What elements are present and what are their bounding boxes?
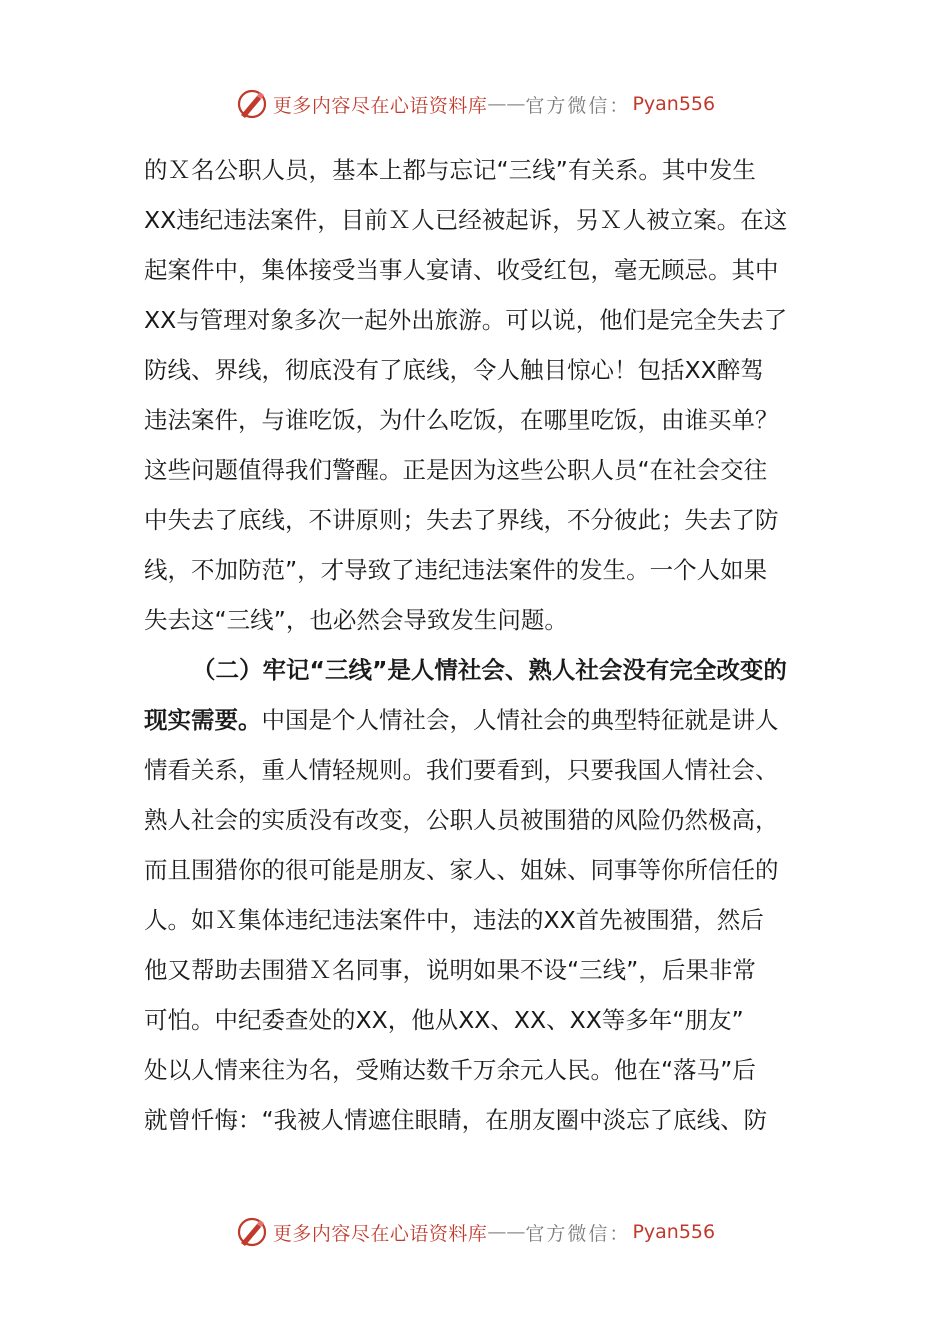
banner-red-text: 更多内容尽在心语资料库 — [272, 94, 488, 117]
text-line: 的Ｘ名公职人员，基本上都与忘记“三线”有关系。其中发生 — [144, 156, 756, 184]
pen-circle-logo-icon — [235, 87, 269, 121]
section-heading: （二）牢记“三线”是人情社会、熟人社会没有完全改变的 — [192, 656, 787, 684]
banner-red-text: 更多内容尽在心语资料库 — [272, 1222, 488, 1245]
footer-banner — [0, 1212, 950, 1252]
text-line: 违法案件，与谁吃饭，为什么吃饭，在哪里吃饭，由谁买单？ — [144, 406, 779, 434]
text-line: 他又帮助去围猎Ｘ名同事，说明如果不设“三线”，后果非常 — [144, 956, 756, 984]
banner-wechat-id: Pyan556 — [632, 1221, 716, 1243]
text-line: 现实需要。中国是个人情社会，人情社会的典型特征就是讲人 — [144, 706, 779, 734]
banner-wechat-id: Pyan556 — [632, 93, 716, 115]
text-line: 处以人情来往为名，受贿达数千万余元人民。他在“落马”后 — [144, 1056, 756, 1084]
text-line: XX与管理对象多次一起外出旅游。可以说，他们是完全失去了 — [144, 306, 788, 334]
text-line: 防线、界线，彻底没有了底线，令人触目惊心！包括XX醉驾 — [144, 356, 764, 384]
pen-circle-logo-icon — [235, 1215, 269, 1249]
banner-gray-text: 官方微信： — [525, 1222, 631, 1245]
text-line: XX违纪违法案件，目前Ｘ人已经被起诉，另Ｘ人被立案。在这 — [144, 206, 788, 234]
text-line: 失去这“三线”，也必然会导致发生问题。 — [144, 606, 568, 634]
text-line: 情看关系，重人情轻规则。我们要看到，只要我国人情社会、 — [144, 756, 779, 784]
banner-dash: —— — [487, 93, 526, 115]
text-line: 线，不加防范”，才导致了违纪违法案件的发生。一个人如果 — [144, 556, 768, 584]
text-line: 人。如Ｘ集体违纪违法案件中，违法的XX首先被围猎，然后 — [144, 906, 764, 934]
text-line: 可怕。中纪委查处的XX，他从XX、XX、XX等多年“朋友” — [144, 1006, 744, 1034]
text-line: 中失去了底线，不讲原则；失去了界线，不分彼此；失去了防 — [144, 506, 779, 534]
document-body — [144, 145, 809, 1145]
banner-dash: —— — [487, 1221, 526, 1243]
header-banner — [0, 84, 950, 124]
text-line: 这些问题值得我们警醒。正是因为这些公职人员“在社会交往 — [144, 456, 768, 484]
text-line: 而且围猎你的很可能是朋友、家人、姐妹、同事等你所信任的 — [144, 856, 779, 884]
banner-gray-text: 官方微信： — [525, 94, 631, 117]
text-line: 起案件中，集体接受当事人宴请、收受红包，毫无顾忌。其中 — [144, 256, 779, 284]
text-line: 就曾忏悔：“我被人情遮住眼睛，在朋友圈中淡忘了底线、防 — [144, 1106, 768, 1134]
text-line: 熟人社会的实质没有改变，公职人员被围猎的风险仍然极高， — [144, 806, 779, 834]
